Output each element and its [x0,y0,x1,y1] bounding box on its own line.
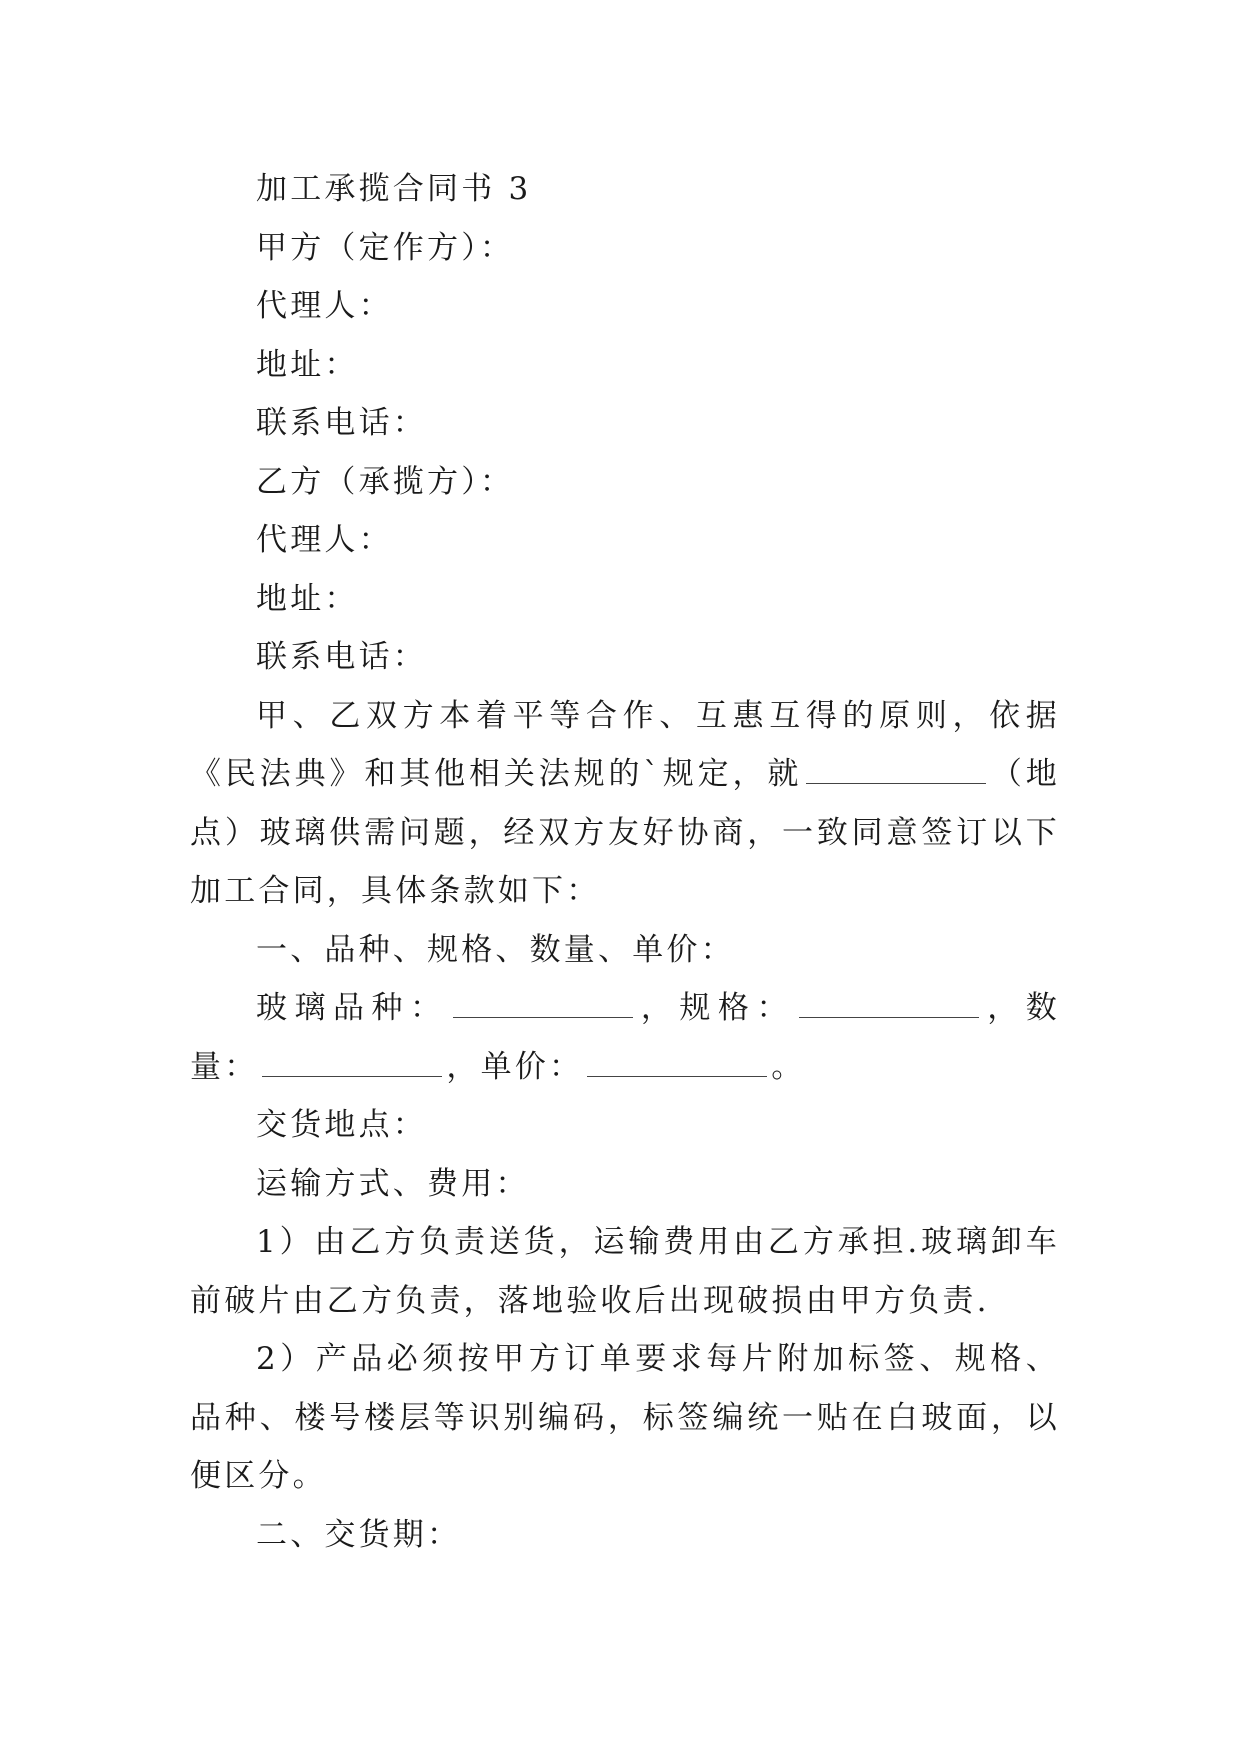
delivery-place: 交货地点： [256,1107,427,1143]
spec-blank [799,1016,979,1018]
party-b-agent: 代理人： [256,522,393,558]
party-b-phone: 联系电话： [256,639,427,675]
party-a-heading: 甲方（定作方）： [256,229,515,266]
spec-label: ，规格： [636,990,795,1026]
intro-text-2: （地点）玻璃供需问题，经双方友好协商，一致同意签订以下加工合同，具体条款如下： [190,756,1060,909]
section-2-heading: 二、交货期： [256,1516,462,1553]
party-a-phone: 联系电话： [256,405,427,441]
product-spec-paragraph [190,979,1060,1096]
end-mark: 。 [771,1048,806,1085]
transport-item-2: 2）产品必须按甲方订单要求每片附加标签、规格、品种、楼号楼层等识别编码，标签编统一贴在白玻面，以便区分。 [190,1341,1060,1494]
variety-label: 玻璃品种： [256,990,449,1026]
price-blank [587,1075,767,1077]
contract-body [190,160,1060,1564]
quantity-label: ，数量： [190,990,1060,1085]
quantity-blank [262,1075,442,1077]
party-a-agent: 代理人： [256,288,393,324]
party-a-address: 地址： [256,346,359,383]
intro-text-1: 甲、乙双方本着平等合作、互惠互得的原则，依据《民法典》和其他相关法规的`规定，就 [190,697,1060,792]
party-b-address: 地址： [256,580,359,617]
variety-blank [453,1016,633,1018]
transport-method: 运输方式、费用： [256,1165,530,1202]
intro-paragraph [190,687,1060,921]
section-1-heading: 一、品种、规格、数量、单价： [256,931,735,968]
price-label: ，单价： [446,1048,584,1085]
location-blank [806,782,986,784]
document-title: 加工承揽合同书 3 [256,171,532,207]
party-b-heading: 乙方（承揽方）： [256,463,515,500]
transport-item-1: 1）由乙方负责送货，运输费用由乙方承担.玻璃卸车前破片由乙方负责，落地验收后出现破损由甲方负责. [190,1224,1060,1319]
